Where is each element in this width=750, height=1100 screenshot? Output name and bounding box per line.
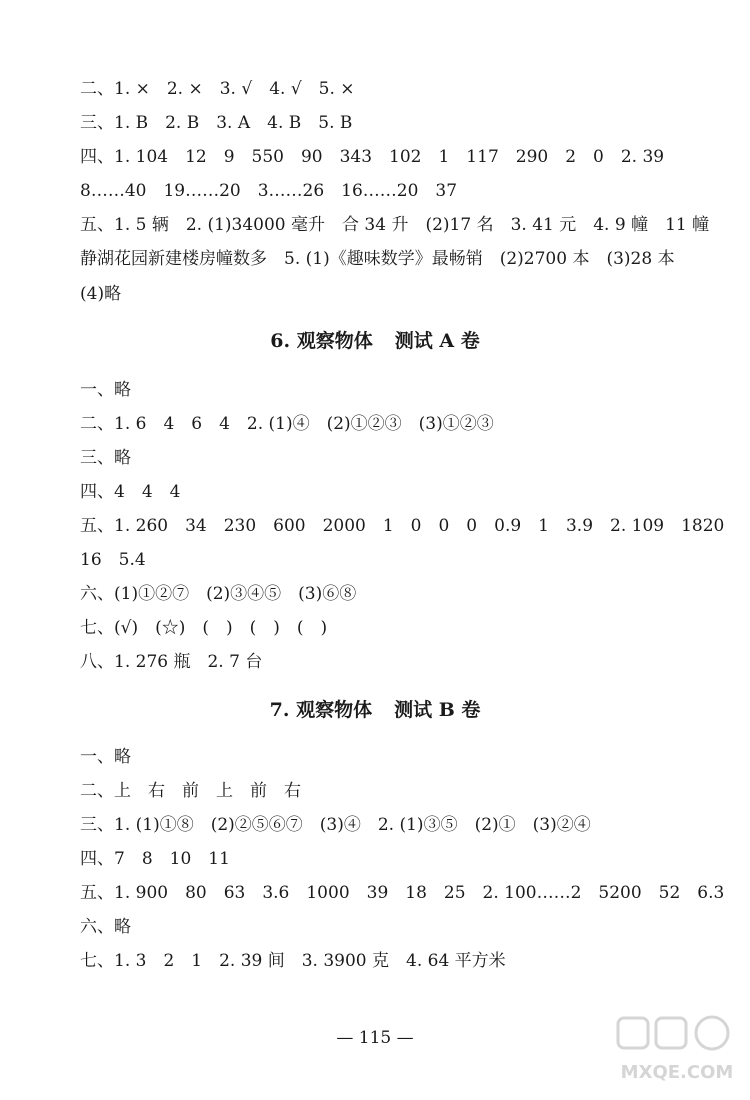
answer-line-s5-6: 静湖花园新建楼房幢数多 5. (1)《趣味数学》最畅销 (2)2700 本 (3)28 本 xyxy=(80,249,675,269)
answer-line-s5-7: (4)略 xyxy=(80,284,122,304)
answer-line-s7-4: 四、7 8 10 11 xyxy=(80,849,230,869)
section-heading-6-test: 测试 A 卷 xyxy=(394,330,480,352)
answer-line-s6-7: 六、(1)①②⑦ (2)③④⑤ (3)⑥⑧ xyxy=(80,584,357,604)
watermark-logo-icon xyxy=(612,1012,742,1092)
answer-line-s6-3: 三、略 xyxy=(80,448,131,468)
section-heading-6 xyxy=(0,328,750,354)
answer-line-s6-6: 16 5.4 xyxy=(80,550,146,570)
answer-line-s6-9: 八、1. 276 瓶 2. 7 台 xyxy=(80,652,263,672)
page-number: — 115 — xyxy=(336,1028,414,1048)
answer-line-s6-2: 二、1. 6 4 6 4 2. (1)④ (2)①②③ (3)①②③ xyxy=(80,414,494,434)
section-heading-7 xyxy=(0,697,750,723)
answer-line-s5-1: 二、1. × 2. × 3. √ 4. √ 5. × xyxy=(80,79,355,99)
answer-line-s7-5: 五、1. 900 80 63 3.6 1000 39 18 25 2. 100……2 5200 52 6.3 xyxy=(80,883,725,903)
answer-line-s5-3: 四、1. 104 12 9 550 90 343 102 1 117 290 2 0 2. 39 xyxy=(80,147,665,167)
answer-line-s6-4: 四、4 4 4 xyxy=(80,482,181,502)
answer-line-s6-5: 五、1. 260 34 230 600 2000 1 0 0 0 0.9 1 3.9 2. 109 1820 xyxy=(80,516,725,536)
answer-line-s7-6: 六、略 xyxy=(80,917,131,937)
answer-line-s5-4: 8……40 19……20 3……26 16……20 37 xyxy=(80,181,458,201)
answer-line-s7-1: 一、略 xyxy=(80,747,131,767)
section-heading-7-topic: 7. 观察物体 xyxy=(269,699,373,721)
section-heading-6-topic: 6. 观察物体 xyxy=(270,330,373,352)
watermark-text: MXQE.COM xyxy=(620,1062,734,1083)
answer-line-s7-7: 七、1. 3 2 1 2. 39 间 3. 3900 克 4. 64 平方米 xyxy=(80,951,506,971)
answer-line-s6-1: 一、略 xyxy=(80,380,131,400)
answer-line-s7-2: 二、上 右 前 上 前 右 xyxy=(80,781,301,801)
section-heading-7-test: 测试 B 卷 xyxy=(394,699,481,721)
answer-line-s5-5: 五、1. 5 辆 2. (1)34000 毫升 合 34 升 (2)17 名 3. 41 元 4. 9 幢 11 幢 xyxy=(80,215,710,235)
answer-line-s7-3: 三、1. (1)①⑧ (2)②⑤⑥⑦ (3)④ 2. (1)③⑤ (2)① (3)②④ xyxy=(80,815,591,835)
answer-line-s6-8: 七、(√) (☆) ( ) ( ) ( ) xyxy=(80,618,328,638)
answer-line-s5-2: 三、1. B 2. B 3. A 4. B 5. B xyxy=(80,113,353,133)
